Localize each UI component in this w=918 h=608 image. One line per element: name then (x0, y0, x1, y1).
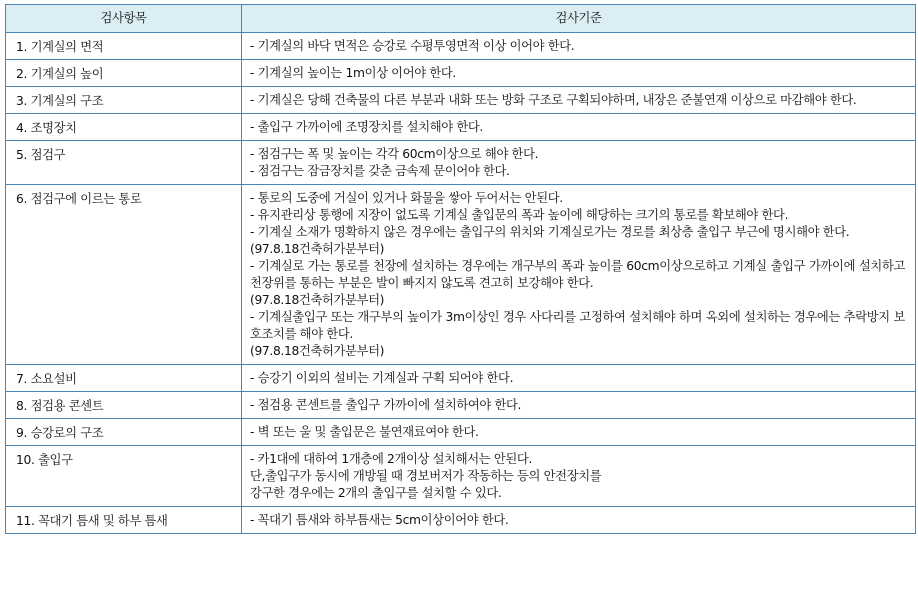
column-header-item: 검사항목 (6, 5, 242, 33)
criteria-line: - 꼭대기 틈새와 하부틈새는 5cm이상이어야 한다. (250, 513, 509, 527)
inspection-criteria-cell (242, 446, 916, 507)
criteria-line: - 벽 또는 울 및 출입문은 불연재료여야 한다. (250, 425, 479, 439)
criteria-line: - 기계실은 당해 건축물의 다른 부분과 내화 또는 방화 구조로 구획되야하며, 내장은 준불연재 이상으로 마감해야 한다. (250, 93, 857, 107)
inspection-item-cell: 3. 기계실의 구조 (6, 87, 242, 114)
table-row (6, 365, 916, 392)
criteria-line: - 카1대에 대하여 1개층에 2개이상 설치해서는 안된다. (250, 452, 532, 466)
inspection-criteria-cell (242, 141, 916, 185)
criteria-line: - 기계실로 가는 통로를 천장에 설치하는 경우에는 개구부의 폭과 높이를 60cm이상으로하고 기계실 출입구 가까이에 설치하고 천장위를 통하는 부분은 발이 빠지지 않도록 견고히 보강해야 한다. (250, 259, 905, 290)
inspection-item-cell: 9. 승강로의 구조 (6, 419, 242, 446)
inspection-item-cell: 11. 꼭대기 틈새 및 하부 틈새 (6, 507, 242, 534)
inspection-item-cell: 10. 출입구 (6, 446, 242, 507)
inspection-item-cell: 6. 점검구에 이르는 통로 (6, 185, 242, 365)
criteria-line: - 기계실 소재가 명확하지 않은 경우에는 출입구의 위치와 기계실로가는 경로를 최상층 출입구 부근에 명시해야 한다. (250, 225, 850, 239)
inspection-criteria-cell (242, 185, 916, 365)
criteria-line: - 통로의 도중에 거실이 있거나 화물을 쌓아 두어서는 안된다. (250, 191, 563, 205)
criteria-line: (97.8.18건축허가분부터) (250, 242, 385, 256)
table-header-row (6, 5, 916, 33)
table-row (6, 446, 916, 507)
inspection-criteria-cell (242, 33, 916, 60)
inspection-criteria-cell (242, 365, 916, 392)
inspection-criteria-cell (242, 87, 916, 114)
table-row (6, 60, 916, 87)
criteria-line: - 출입구 가까이에 조명장치를 설치해야 한다. (250, 120, 483, 134)
inspection-criteria-table (5, 4, 916, 534)
criteria-line: 단,출입구가 동시에 개방될 때 경보버저가 작동하는 등의 안전장치를 (250, 469, 602, 483)
inspection-criteria-cell (242, 392, 916, 419)
table-row (6, 507, 916, 534)
inspection-item-cell: 4. 조명장치 (6, 114, 242, 141)
criteria-line: (97.8.18건축허가분부터) (250, 344, 385, 358)
table-row (6, 419, 916, 446)
inspection-criteria-cell (242, 419, 916, 446)
criteria-line: - 점검구는 폭 및 높이는 각각 60cm이상으로 해야 한다. (250, 147, 539, 161)
column-header-criteria: 검사기준 (242, 5, 916, 33)
table-row (6, 185, 916, 365)
inspection-item-cell: 7. 소요설비 (6, 365, 242, 392)
inspection-criteria-cell (242, 60, 916, 87)
inspection-item-cell: 2. 기계실의 높이 (6, 60, 242, 87)
inspection-criteria-cell (242, 114, 916, 141)
criteria-line: - 유지관리상 통행에 지장이 없도록 기계실 출입문의 폭과 높이에 해당하는 크기의 통로를 확보해야 한다. (250, 208, 789, 222)
criteria-line: (97.8.18건축허가분부터) (250, 293, 385, 307)
criteria-line: - 승강기 이외의 설비는 기계실과 구획 되어야 한다. (250, 371, 514, 385)
table-body (6, 33, 916, 534)
inspection-item-cell: 5. 점검구 (6, 141, 242, 185)
inspection-criteria-cell (242, 507, 916, 534)
inspection-item-cell: 1. 기계실의 면적 (6, 33, 242, 60)
criteria-line: - 점검구는 잠금장치를 갖춘 금속제 문이어야 한다. (250, 164, 510, 178)
table-row (6, 87, 916, 114)
inspection-item-cell: 8. 점검용 콘센트 (6, 392, 242, 419)
table-row (6, 141, 916, 185)
criteria-line: - 기계실의 바닥 면적은 승강로 수평투영면적 이상 이어야 한다. (250, 39, 575, 53)
table-row (6, 33, 916, 60)
criteria-line: - 기계실의 높이는 1m이상 이어야 한다. (250, 66, 456, 80)
criteria-line: 강구한 경우에는 2개의 출입구를 설치할 수 있다. (250, 486, 502, 500)
table-row (6, 392, 916, 419)
criteria-line: - 점검용 콘센트를 출입구 가까이에 설치하여야 한다. (250, 398, 522, 412)
criteria-line: - 기계실출입구 또는 개구부의 높이가 3m이상인 경우 사다리를 고정하여 설치해야 하며 옥외에 설치하는 경우에는 추락방지 보호조치를 해야 한다. (250, 310, 905, 341)
table-row (6, 114, 916, 141)
